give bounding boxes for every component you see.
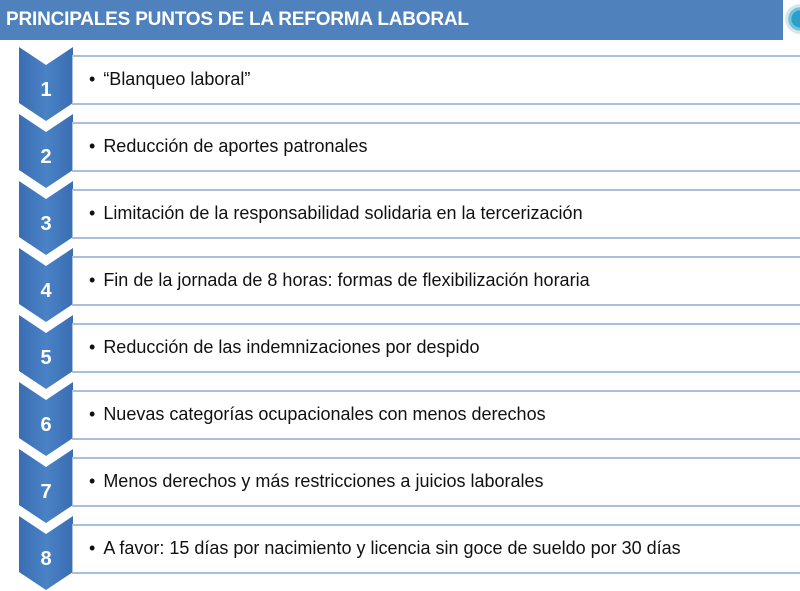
step-item-8 (0, 524, 800, 591)
step-box (72, 55, 800, 105)
step-number: 3 (40, 213, 52, 235)
bullet: • (89, 538, 96, 558)
slide-header (0, 0, 785, 40)
step-text-row (89, 270, 590, 291)
bullet: • (89, 136, 96, 156)
step-item-2 (0, 122, 800, 189)
step-number: 6 (40, 414, 52, 436)
step-item-6 (0, 390, 800, 457)
logo (783, 0, 800, 40)
step-box (72, 457, 800, 507)
bullet: • (89, 270, 96, 290)
bullet: • (89, 471, 96, 491)
step-text-row (89, 471, 544, 492)
step-text-row (89, 203, 583, 224)
bullet: • (89, 69, 96, 89)
step-item-4 (0, 256, 800, 323)
step-item-1 (0, 55, 800, 122)
step-text-row (89, 538, 681, 559)
step-box (72, 189, 800, 239)
step-number: 1 (40, 79, 52, 101)
step-text: Fin de la jornada de 8 horas: formas de flexibilización horaria (103, 270, 590, 290)
step-number: 2 (40, 146, 52, 168)
circular-logo-icon (785, 4, 800, 34)
step-item-3 (0, 189, 800, 256)
step-item-5 (0, 323, 800, 390)
step-box (72, 323, 800, 373)
step-text: Limitación de la responsabilidad solidaria en la tercerización (103, 203, 583, 223)
step-number: 4 (40, 280, 52, 302)
step-number: 8 (40, 548, 52, 570)
step-box (72, 122, 800, 172)
bullet: • (89, 203, 96, 223)
step-text: Nuevas categorías ocupacionales con menos derechos (103, 404, 546, 424)
step-text: Reducción de las indemnizaciones por despido (103, 337, 480, 357)
step-text: “Blanqueo laboral” (103, 69, 251, 89)
step-box (72, 256, 800, 306)
step-box (72, 390, 800, 440)
step-text: Reducción de aportes patronales (103, 136, 368, 156)
step-text-row (89, 337, 480, 358)
step-item-7 (0, 457, 800, 524)
step-text-row (89, 136, 368, 157)
slide-title: PRINCIPALES PUNTOS DE LA REFORMA LABORAL (6, 9, 469, 30)
step-number: 7 (40, 481, 52, 503)
bullet: • (89, 404, 96, 424)
step-text-row (89, 404, 546, 425)
step-text: A favor: 15 días por nacimiento y licencia sin goce de sueldo por 30 días (103, 538, 681, 558)
bullet: • (89, 337, 96, 357)
step-text: Menos derechos y más restricciones a juicios laborales (103, 471, 544, 491)
step-number: 5 (40, 347, 52, 369)
step-box (72, 524, 800, 574)
step-text-row (89, 69, 250, 90)
